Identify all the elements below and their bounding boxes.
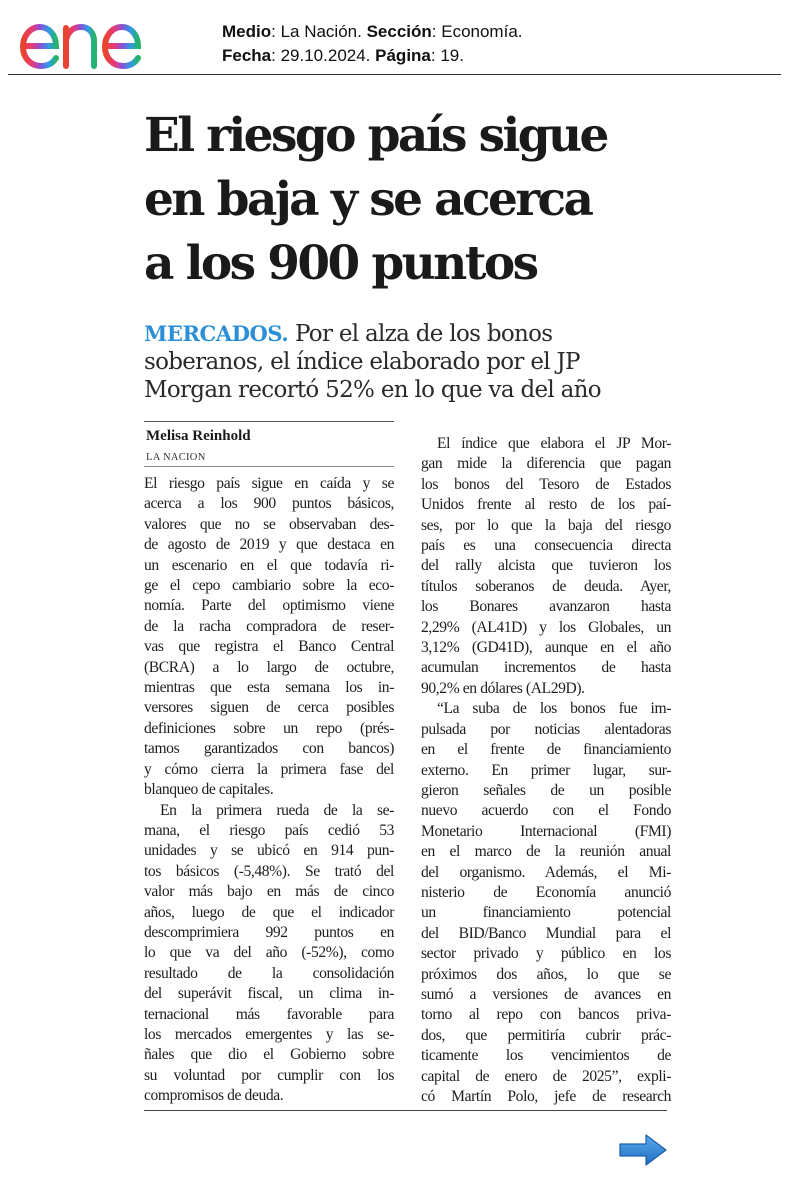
body-text-line: títulos soberanos de deuda. Ayer,	[421, 577, 671, 595]
body-text-line: ge el cepo cambiario sobre la eco-	[144, 577, 394, 595]
headline-line: a los 900 puntos	[144, 236, 537, 291]
body-text-line: ñales que dio el Gobierno sobre	[144, 1046, 394, 1064]
body-text-line: valor más bajo en más de cinco	[144, 883, 394, 901]
body-text-line: ses, por lo que la baja del riesgo	[421, 516, 671, 534]
deck-line	[144, 320, 674, 348]
body-text-line: nuevo acuerdo con el Fondo	[421, 802, 671, 820]
medio-value: La Nación	[280, 22, 358, 41]
pagina-label: Página	[375, 46, 431, 65]
body-text-line: definiciones sobre un repo (prés-	[144, 719, 394, 737]
enel-logo	[18, 8, 190, 70]
body-text-line: resultado de la consolidación	[144, 964, 394, 982]
body-text-line: sumó a versiones de avances en	[421, 985, 671, 1003]
section-tag: MERCADOS.	[144, 321, 289, 346]
body-text-line: en el frente de financiamiento	[421, 741, 671, 759]
deck-line: soberanos, el índice elaborado por el JP	[144, 349, 580, 375]
fecha-label: Fecha	[222, 46, 272, 65]
body-text-line: valores que no se observaban des-	[144, 515, 394, 533]
article-deck	[144, 320, 674, 404]
body-text-line: de la racha compradora de reser-	[144, 617, 394, 635]
body-text-line: dos, que permitiría cubrir prác-	[421, 1026, 671, 1044]
headline-line: en baja y se acerca	[144, 172, 592, 227]
body-text-line: gan mide la diferencia que pagan	[421, 455, 671, 473]
body-text-line: los bonos del Tesoro de Estados	[421, 475, 671, 493]
body-text-line: Monetario Internacional (FMI)	[421, 822, 671, 840]
deck-text: Por el alza de los bonos	[294, 321, 553, 347]
seccion-value: Economía.	[441, 22, 523, 41]
body-text-line: tamos garantizados con bancos)	[144, 740, 394, 758]
body-text-line: del organismo. Además, el Mi-	[421, 863, 671, 881]
body-text-line: gieron señales de un posible	[421, 781, 671, 799]
body-text-line: del rally alcista que tuvieron los	[421, 557, 671, 575]
body-text-line: descomprimiera 992 puntos en	[144, 923, 394, 941]
body-text-line: vas que registra el Banco Central	[144, 638, 394, 656]
body-text-line: nomía. Parte del optimismo viene	[144, 597, 394, 615]
body-text-line: de agosto de 2019 y que destaca en	[144, 536, 394, 554]
body-text-line: del superávit fiscal, un clima in-	[144, 985, 394, 1003]
body-text-line: unidades y se ubicó en 914 pun-	[144, 842, 394, 860]
body-text-line: ternacional más favorable para	[144, 1005, 394, 1023]
byline-divider	[144, 421, 394, 422]
author-name: Melisa Reinhold	[146, 428, 251, 444]
pagina-value: 19.	[440, 46, 464, 65]
metadata-row-date: Fecha: 29.10.2024. Página: 19.	[222, 46, 464, 65]
body-text-line: país es una consecuencia directa	[421, 537, 671, 555]
body-text-line: acumulan incrementos de hasta	[421, 659, 671, 677]
body-text-line: (BCRA) a lo largo de octubre,	[144, 658, 394, 676]
body-text-line: mana, el riesgo país cedió 53	[144, 821, 394, 839]
body-text-line: capital de enero de 2025”, expli-	[421, 1067, 671, 1085]
clipping-metadata	[222, 20, 523, 68]
seccion-label: Sección	[366, 22, 432, 41]
body-text-line: versores siguen de cerca posibles	[144, 699, 394, 717]
body-text-line: torno al repo con bancos priva-	[421, 1006, 671, 1024]
header-divider	[8, 74, 781, 75]
body-text-line: mientras que esta semana los in-	[144, 679, 394, 697]
body-text-line: externo. En primer lugar, sur-	[421, 761, 671, 779]
outlet-name: LA NACION	[146, 452, 206, 463]
body-text-line: 3,12% (GD41D), aunque en el año	[421, 639, 671, 657]
body-text-line: próximos dos años, lo que se	[421, 965, 671, 983]
body-text-line: Unidos frente al resto de los paí-	[421, 496, 671, 514]
body-text-line: ticamente los vencimientos de	[421, 1047, 671, 1065]
body-text-line: blanqueo de capitales.	[144, 781, 274, 799]
body-text-line: nisterio de Economía anunció	[421, 883, 671, 901]
fecha-value: 29.10.2024.	[280, 46, 371, 65]
body-text-line: acerca a los 900 puntos básicos,	[144, 495, 394, 513]
byline-bottom-divider	[144, 466, 394, 467]
body-text-line: los Bonares avanzaron hasta	[421, 598, 671, 616]
article-headline	[144, 104, 704, 296]
body-text-line: en el marco de la reunión anual	[421, 843, 671, 861]
body-text-line: su voluntad por cumplir con los	[144, 1066, 394, 1084]
body-text-line: lo que va del año (-52%), como	[144, 944, 394, 962]
medio-label: Medio	[222, 22, 272, 41]
body-text-line: un financiamiento potencial	[421, 904, 671, 922]
body-column-right	[421, 434, 671, 1107]
body-text-line: El índice que elabora el JP Mor-	[437, 435, 671, 452]
body-text-line: años, luego de que el indicador	[144, 903, 394, 921]
body-text-line: En la primera rueda de la se-	[160, 801, 394, 819]
deck-line: Morgan recortó 52% en lo que va del año	[144, 377, 601, 403]
article-bottom-divider	[144, 1110, 667, 1111]
body-text-line: El riesgo país sigue en caída y se	[144, 475, 394, 492]
body-text-line: “La suba de los bonos fue im-	[437, 700, 671, 718]
body-text-line: pulsada por noticias alentadoras	[421, 720, 671, 738]
body-text-line: có Martín Polo, jefe de research	[421, 1088, 671, 1105]
body-text-line: 2,29% (AL41D) y los Globales, un	[421, 618, 671, 636]
body-text-line: 90,2% en dólares (AL29D).	[421, 679, 585, 697]
body-text-line: y cómo cierra la primera fase del	[144, 760, 394, 778]
body-text-line: los mercados emergentes y las se-	[144, 1025, 394, 1043]
body-text-line: del BID/Banco Mundial para el	[421, 924, 671, 942]
body-text-line: compromisos de deuda.	[144, 1087, 284, 1105]
body-text-line: sector privado y público en los	[421, 945, 671, 963]
headline-line: El riesgo país sigue	[144, 108, 607, 163]
arrow-right-icon[interactable]	[618, 1133, 668, 1167]
metadata-row-source: Medio: La Nación. Sección: Economía.	[222, 22, 523, 41]
body-text-line: tos básicos (-5,48%). Se trató del	[144, 862, 394, 880]
body-column-left	[144, 474, 394, 1107]
body-text-line: un escenario en el que todavía ri-	[144, 556, 394, 574]
